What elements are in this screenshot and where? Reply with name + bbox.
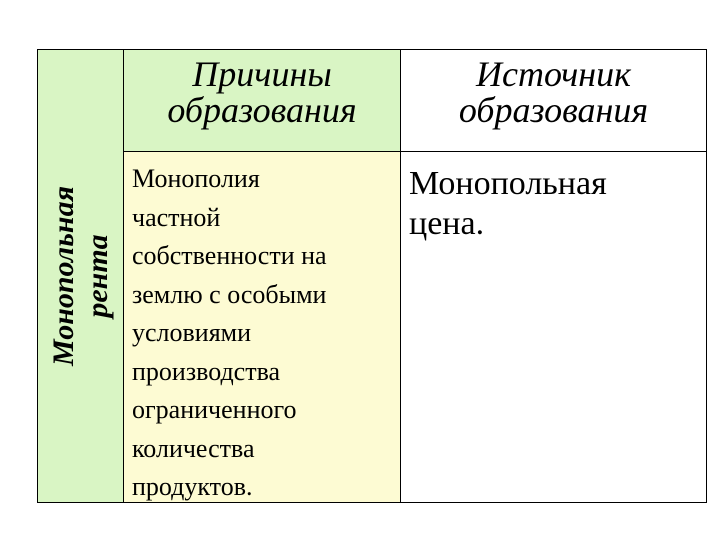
side-label-cell [38, 50, 124, 502]
source-cell [401, 152, 706, 502]
side-label: Монопольная рента [46, 185, 114, 367]
header-causes-cell [124, 50, 401, 152]
causes-text: Монополия частной собственности на землю с особыми условиями производства ограниченного количества продуктов. [132, 164, 327, 501]
header-source-cell [401, 50, 706, 152]
rent-table [37, 49, 707, 503]
causes-cell [124, 152, 401, 502]
header-causes: Причины образования [167, 54, 357, 130]
header-source: Источник образования [458, 54, 649, 130]
source-text: Монопольная цена. [409, 165, 607, 242]
